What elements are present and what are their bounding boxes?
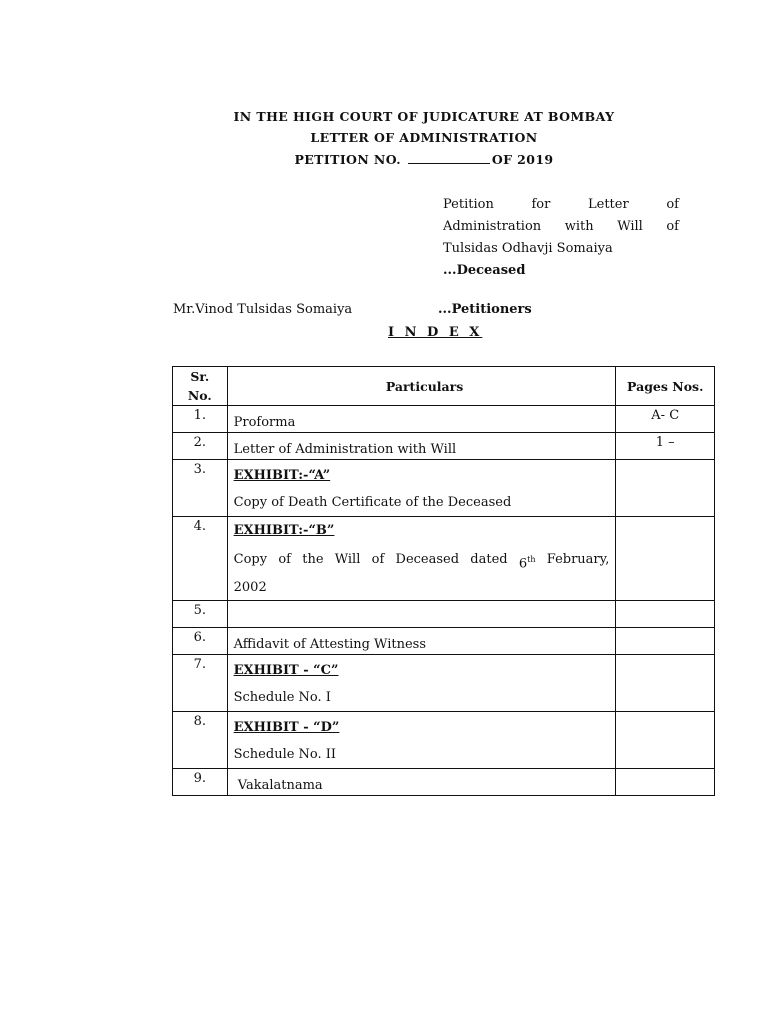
- exhibit-description: Copy of Death Certificate of the Deceased: [233, 495, 512, 510]
- index-table: [172, 366, 715, 796]
- petition-number: [40, 152, 768, 167]
- row-sr: [173, 601, 228, 628]
- word: dated: [470, 552, 508, 567]
- row-sr: [173, 769, 228, 796]
- row-particulars: Affidavit of Attesting Witness: [227, 628, 616, 655]
- row-pages: [616, 433, 715, 460]
- word: Letter: [588, 197, 629, 212]
- table-row: [173, 460, 715, 517]
- sr-text: 5.: [193, 603, 207, 619]
- row-sr: [173, 517, 228, 601]
- sr-text: 6.: [193, 630, 207, 646]
- exhibit-description: Schedule No. I: [233, 690, 331, 706]
- deceased-name: Tulsidas Odhavji Somaiya: [443, 241, 613, 256]
- table-row: [173, 406, 715, 433]
- header-sr-no: [173, 367, 228, 406]
- pages-text: 1 –: [655, 435, 675, 450]
- row-pages: [616, 517, 715, 601]
- word: of: [278, 552, 291, 567]
- index-title: I N D E X: [388, 325, 483, 340]
- row-particulars: [227, 460, 616, 517]
- petition-number-prefix: PETITION NO.: [294, 152, 402, 167]
- word: Will: [617, 219, 643, 234]
- row-particulars: Letter of Administration with Will: [227, 433, 616, 460]
- day-suffix: th: [527, 555, 536, 564]
- pages-text: A- C: [651, 408, 680, 423]
- header-pages: Pages Nos.: [616, 367, 715, 406]
- sr-text: 8.: [193, 714, 207, 730]
- petitioner-name: Mr.Vinod Tulsidas Somaiya: [173, 302, 353, 317]
- header-sr-line1: Sr.: [190, 369, 210, 384]
- table-row: [173, 712, 715, 769]
- header-sr-line2: No.: [187, 388, 212, 403]
- table-header-row: [173, 367, 715, 406]
- table-row: [173, 517, 715, 601]
- word: of: [666, 219, 679, 234]
- row-particulars: [227, 655, 616, 712]
- row-particulars: Proforma: [227, 406, 616, 433]
- word: Deceased: [395, 552, 460, 567]
- row-particulars: [227, 712, 616, 769]
- table-row: [173, 433, 715, 460]
- word: February,: [546, 552, 610, 567]
- row-particulars: [227, 601, 616, 628]
- row-pages: [616, 460, 715, 517]
- word: the: [302, 552, 324, 567]
- sr-text: 3.: [193, 462, 207, 477]
- table-row: [173, 655, 715, 712]
- exhibit-label: EXHIBIT:-“B”: [233, 523, 335, 538]
- petition-description: [443, 194, 679, 282]
- row-sr: [173, 628, 228, 655]
- table-row: [173, 601, 715, 628]
- exhibit-label: EXHIBIT:-“A”: [233, 468, 331, 483]
- word: with: [564, 219, 594, 234]
- row-sr: [173, 460, 228, 517]
- day-number: 6: [518, 556, 528, 572]
- header-particulars: Particulars: [227, 367, 616, 406]
- row-sr: [173, 712, 228, 769]
- sr-text: 2.: [193, 435, 207, 450]
- row-pages: [616, 655, 715, 712]
- petition-number-blank: [408, 163, 490, 164]
- row-pages: [616, 406, 715, 433]
- table-row: [173, 628, 715, 655]
- exhibit-description-line1: [234, 548, 610, 576]
- exhibit-label: EXHIBIT - “D”: [233, 720, 340, 736]
- petition-number-suffix: OF 2019: [491, 152, 554, 167]
- word: of: [371, 552, 385, 567]
- row-sr: [173, 655, 228, 712]
- exhibit-description-line2: 2002: [233, 580, 267, 596]
- word: Copy: [233, 552, 268, 567]
- row-particulars: Vakalatnama: [227, 769, 616, 796]
- word: Administration: [443, 219, 542, 234]
- row-sr: [173, 406, 228, 433]
- petition-line-1: [443, 194, 679, 216]
- row-particulars: [227, 517, 616, 601]
- word: Will: [334, 552, 361, 567]
- sr-text: 9.: [193, 771, 207, 787]
- word: for: [531, 197, 551, 212]
- exhibit-label: EXHIBIT - “C”: [233, 663, 339, 679]
- petition-line-2: [443, 216, 679, 238]
- row-pages: [616, 769, 715, 796]
- exhibit-description: Schedule No. II: [233, 747, 337, 763]
- table-row: [173, 769, 715, 796]
- sr-text: 4.: [193, 519, 207, 534]
- word: Petition: [443, 197, 494, 212]
- sr-text: 7.: [193, 657, 207, 673]
- document-type: LETTER OF ADMINISTRATION: [310, 130, 538, 145]
- row-pages: [616, 628, 715, 655]
- word: of: [666, 197, 679, 212]
- court-title: IN THE HIGH COURT OF JUDICATURE AT BOMBAY: [233, 109, 615, 124]
- deceased-label: ...Deceased: [443, 263, 526, 278]
- row-pages: [616, 712, 715, 769]
- sr-text: 1.: [193, 408, 207, 423]
- date-day: [519, 548, 536, 576]
- petitioners-label: ...Petitioners: [438, 302, 532, 317]
- row-pages: [616, 601, 715, 628]
- row-sr: [173, 433, 228, 460]
